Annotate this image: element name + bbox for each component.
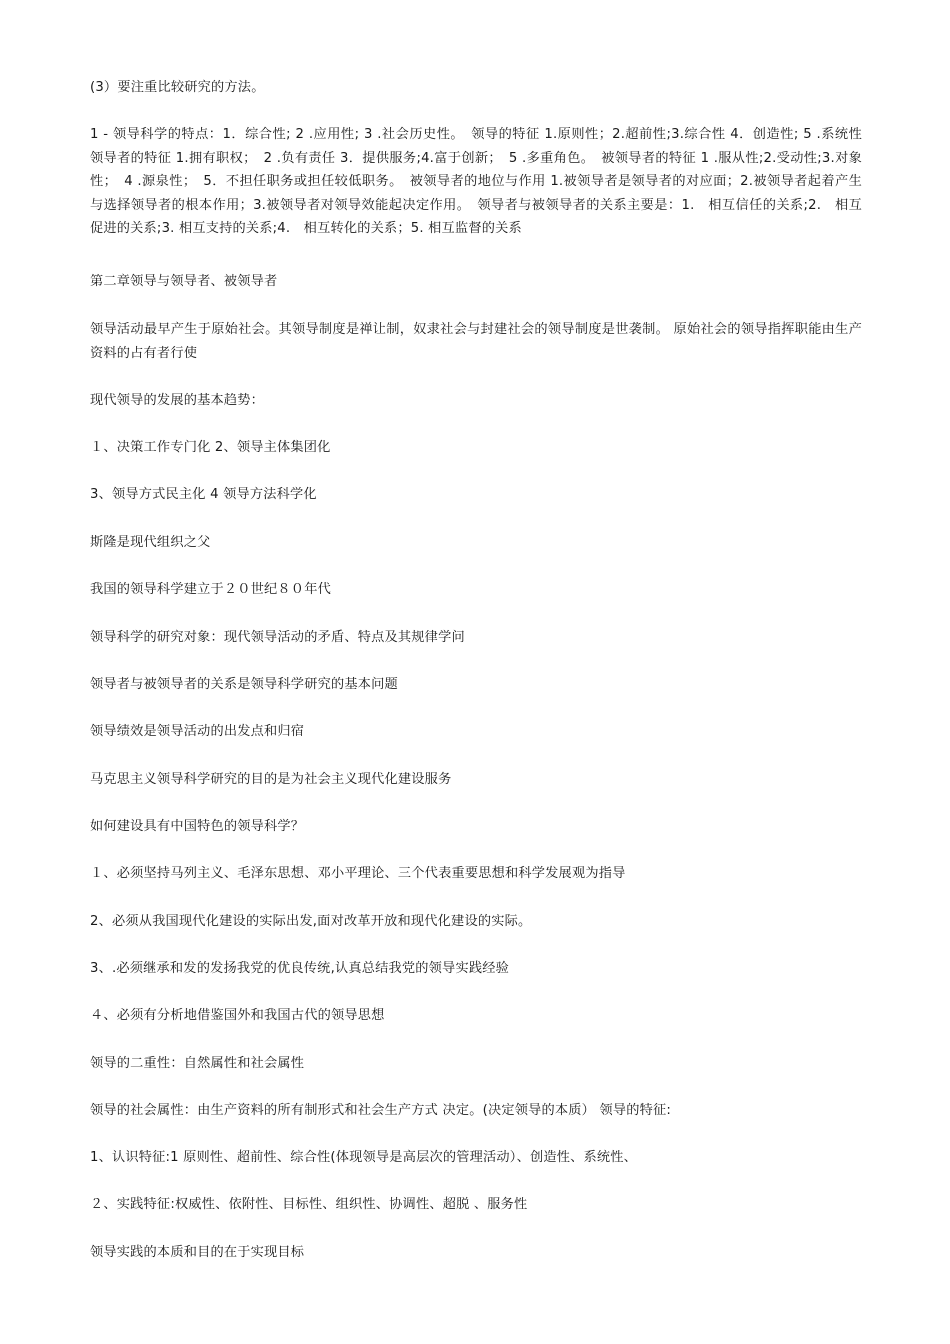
paragraph-social-attribute: 领导的社会属性：由生产资料的所有制形式和社会生产方式 决定。(决定领导的本质） 领导的特征: [90,1103,672,1118]
paragraph-trends-heading: 现代领导的发展的基本趋势： [90,393,265,408]
chapter-heading: 第二章领导与领导者、被领导者 [90,274,278,289]
paragraph-origin-of-leadership: 领导活动最早产生于原始社会。其领导制度是禅让制，奴隶社会与封建社会的领导制度是世袭制。 原始社会的领导指挥职能由生产资料的占有者行使 [90,322,862,361]
paragraph-performance: 领导绩效是领导活动的出发点和归宿 [90,724,305,739]
paragraph-founding-date: 我国的领导科学建立于２０世纪８０年代 [90,582,331,597]
paragraph-duality: 领导的二重性：自然属性和社会属性 [90,1056,305,1071]
list-item-requirement-2: 2、必须从我国现代化建设的实际出发,面对改革开放和现代化建设的实际。 [90,914,532,929]
paragraph-leadership-characteristics: 1 - 领导科学的特点：1．综合性; 2 .应用性; 3 .社会历史性。 领导的特征 1.原则性；2.超前性;3.综合性 4．创造性; 5 .系统性 领导者的特征 1.拥有职权； 2 .负有责任 3．提供服务;4.富于创新； 5 .多重角色。 被领导者的特征 1 .服从性;2.受动性;3.对象性； 4 .源泉性； 5．不担任职务或担任较低职务。 被领导者的地位与作用 1.被领导者是领导者的对应面；2.被领导者起着产生与选择领导者的根本作用；3.被领导者对领导效能起决定作用。 领导者与被领导者的关系主要是：1. 相互信任的关系;2. 相互促进的关系;3. 相互支持的关系;4. 相互转化的关系；5. 相互监督的关系 [90,127,876,236]
paragraph-question-heading: 如何建设具有中国特色的领导科学？ [90,819,305,834]
paragraph-research-object: 领导科学的研究对象：现代领导活动的矛盾、特点及其规律学问 [90,630,465,645]
list-item-cognitive-features: 1、认识特征:1 原则性、超前性、综合性(体现领导是高层次的管理活动）、创造性、系统性、 [90,1150,638,1165]
list-item-trend-1-2: １、决策工作专门化 2、领导主体集团化 [90,440,331,455]
paragraph-purpose: 马克思主义领导科学研究的目的是为社会主义现代化建设服务 [90,772,452,787]
list-item-requirement-1: １、必须坚持马列主义、毛泽东思想、邓小平理论、三个代表重要思想和科学发展观为指导 [90,866,626,881]
paragraph-method-note: (3）要注重比较研究的方法。 [90,80,265,95]
paragraph-sloan: 斯隆是现代组织之父 [90,535,211,550]
list-item-requirement-4: ４、必须有分析地借鉴国外和我国古代的领导思想 [90,1008,385,1023]
list-item-requirement-3: 3、.必须继承和发的发扬我党的优良传统,认真总结我党的领导实践经验 [90,961,509,976]
paragraph-practice-essence: 领导实践的本质和目的在于实现目标 [90,1245,305,1260]
list-item-practice-features: ２、实践特征:权威性、依附性、目标性、组织性、协调性、超脱 、服务性 [90,1197,528,1212]
list-item-trend-3-4: 3、领导方式民主化 4 领导方法科学化 [90,487,317,502]
paragraph-basic-problem: 领导者与被领导者的关系是领导科学研究的基本问题 [90,677,398,692]
